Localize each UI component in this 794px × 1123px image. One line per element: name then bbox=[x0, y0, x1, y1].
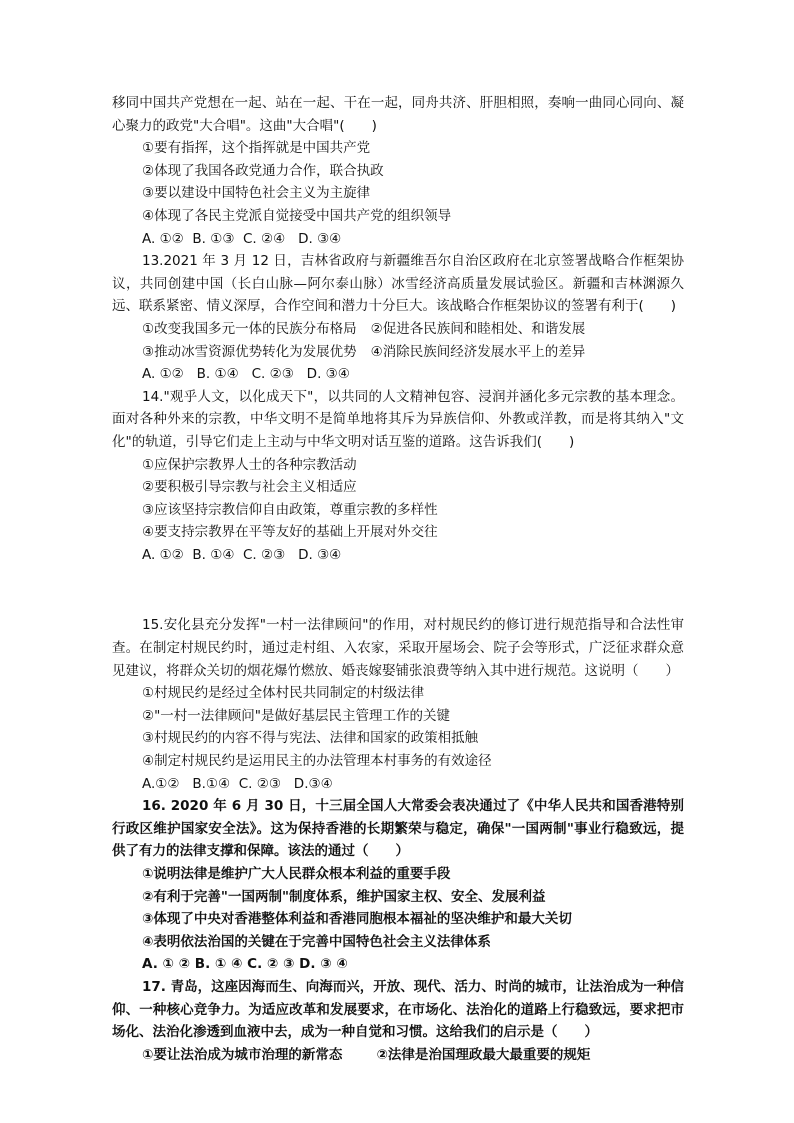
q14-stem: 14."观乎人文，以化成天下"，以共同的人文精神包容、浸润并涵化多元宗教的基本理念。面对各种外来的宗教，中华文明不是简单地将其斥为异族信仰、外教或洋教，而是将其纳入"文化"的轨道，引导它们走上主动与中华文明对话互鉴的道路。这告诉我们( ) bbox=[112, 388, 684, 450]
q13-option-3: ③推动冰雪资源优势转化为发展优势 bbox=[142, 343, 357, 360]
q15-option-2: ②"一村一法律顾问"是做好基层民主管理工作的关键 bbox=[142, 707, 451, 724]
q17-option-1: ①要让法治成为城市治理的新常态 bbox=[142, 1046, 343, 1063]
q16-option-1: ①说明法律是维护广大人民群众根本利益的重要手段 bbox=[142, 866, 451, 882]
q15-answers: A.①② B.①④ C. ②③ D.③④ bbox=[142, 775, 333, 792]
q16-option-2: ②有利于完善"一国两制"制度体系，维护国家主权、安全、发展利益 bbox=[142, 888, 546, 905]
q12-option-4: ④体现了各民主党派自觉接受中国共产党的组织领导 bbox=[142, 207, 452, 224]
q14-answers: A. ①② B. ①④ C. ②③ D. ③④ bbox=[142, 546, 342, 563]
q12-option-1: ①要有指挥，这个指挥就是中国共产党 bbox=[142, 140, 371, 157]
q15-stem: 15.安化县充分发挥"一村一法律顾问"的作用，对村规民约的修订进行规范指导和合法性审查。在制定村规民约时，通过走村组、入农家，采取开屋场会、院子会等形式，广泛征求群众意见建议，将群众关切的烟花爆竹燃放、婚丧嫁娶铺张浪费等纳入其中进行规范。这说明（ ） bbox=[112, 617, 684, 679]
q16-stem: 16. 2020 年 6 月 30 日，十三届全国人大常委会表决通过了《中华人民共和国香港特别行政区维护国家安全法》。这为保持香港的长期繁荣与稳定，确保"一国两制"事业行稳致远，提供了有力的法律支撑和保障。该法的通过（ ） bbox=[112, 798, 684, 860]
q15-option-4: ④制定村规民约是运用民主的办法管理本村事务的有效途径 bbox=[142, 753, 492, 770]
q17-option-2: ②法律是治国理政最大最重要的规矩 bbox=[376, 1046, 591, 1063]
q13-answers: A. ①② B. ①④ C. ②③ D. ③④ bbox=[142, 366, 350, 383]
q14-option-1: ①应保护宗教界人士的各种宗教活动 bbox=[142, 456, 357, 473]
q16-answers: A. ① ② B. ① ④ C. ② ③ D. ③ ④ bbox=[142, 956, 348, 973]
q15-option-1: ①村规民约是经过全体村民共同制定的村级法律 bbox=[142, 685, 425, 702]
q12-option-2: ②体现了我国各政党通力合作，联合执政 bbox=[142, 162, 384, 179]
q16-option-4: ④表明依法治国的关键在于完善中国特色社会主义法律体系 bbox=[142, 933, 491, 950]
q13-option-2: ②促进各民族间和睦相处、和谐发展 bbox=[370, 320, 586, 337]
q13-options-row-1 bbox=[112, 318, 684, 341]
q12-option-3: ③要以建设中国特色社会主义为主旋律 bbox=[142, 185, 371, 202]
q17-stem: 17. 青岛，这座因海而生、向海而兴，开放、现代、活力、时尚的城市，让法治成为一种信仰、一种核心竞争力。为适应改革和发展要求，在市场化、法治化的道路上行稳致远，要求把市场化、法治化渗透到血液中去，成为一种自觉和习惯。这给我们的启示是（ ） bbox=[112, 978, 684, 1041]
q16-option-3: ③体现了中央对香港整体利益和香港同胞根本福祉的坚决维护和最大关切 bbox=[142, 911, 572, 928]
q12-answers: A. ①② B. ①③ C. ②④ D. ③④ bbox=[142, 230, 342, 247]
q13-stem: 13.2021 年 3 月 12 日，吉林省政府与新疆维吾尔自治区政府在北京签署战略合作框架协议，共同创建中国（长白山脉—阿尔泰山脉）冰雪经济高质量发展试验区。新疆和吉林渊源久远、联系紧密、情义深厚，合作空间和潜力十分巨大。该战略合作框架协议的签署有利于( ) bbox=[112, 253, 684, 315]
q17-options-row-1 bbox=[112, 1044, 684, 1067]
q12-stem: 移同中国共产党想在一起、站在一起、干在一起，同舟共济、肝胆相照，奏响一曲同心同向、凝心聚力的政党"大合唱"。这曲"大合唱"( ) bbox=[112, 95, 684, 134]
blank-gap bbox=[112, 566, 684, 614]
q13-option-1: ①改变我国多元一体的民族分布格局 bbox=[142, 320, 357, 337]
q13-option-4: ④消除民族间经济发展水平上的差异 bbox=[370, 343, 586, 360]
q14-option-3: ③应该坚持宗教信仰自由政策，尊重宗教的多样性 bbox=[142, 501, 438, 518]
q15-option-3: ③村规民约的内容不得与宪法、法律和国家的政策相抵触 bbox=[142, 730, 479, 747]
q14-option-2: ②要积极引导宗教与社会主义相适应 bbox=[142, 479, 357, 496]
q13-options-row-2 bbox=[112, 341, 684, 364]
exam-content bbox=[112, 92, 684, 1066]
q14-option-4: ④要支持宗教界在平等友好的基础上开展对外交往 bbox=[142, 524, 438, 541]
